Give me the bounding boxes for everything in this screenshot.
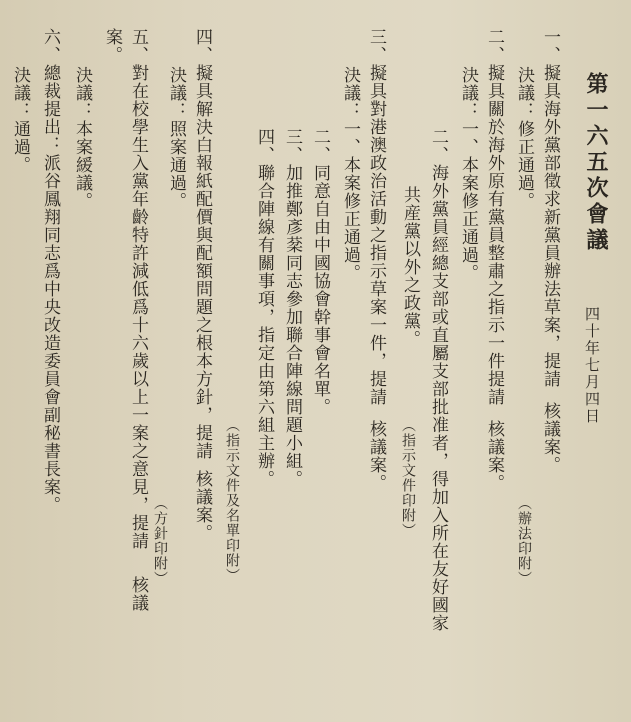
item-3-note: （指示文件及名單印附） — [224, 418, 240, 583]
item-4-verb: 核議案。 — [192, 470, 212, 542]
item-2-note: （指示文件印附） — [400, 418, 416, 538]
item-3-text: 三、擬具對港澳政治活動之指示草案一件，提請 — [366, 28, 386, 406]
item-2-resolution-2-cont: 共産黨以外之政黨。 — [400, 186, 420, 348]
item-4-resolution: 決議：照案通過。 — [166, 66, 186, 210]
item-6-heading: 六、總裁提出：派谷鳳翔同志爲中央改造委員會副秘書長案。 — [40, 28, 60, 514]
item-3-resolution-4: 四、聯合陣線有關事項，指定由第六組主辦。 — [254, 128, 274, 488]
item-3-resolution-1: 決議：一、本案修正通過。 — [340, 66, 360, 282]
item-1-note: （辦法印附） — [516, 496, 532, 586]
item-4-heading — [192, 28, 212, 542]
item-2-resolution-2: 二、海外黨員經總支部或直屬支部批准者，得加入所在友好國家 — [428, 128, 448, 632]
item-2-verb: 核議案。 — [484, 420, 504, 492]
item-5-verb: 核議 — [128, 576, 148, 612]
item-1-text: 一、擬具海外黨部徵求新黨員辦法草案，提請 — [540, 28, 560, 388]
item-2-resolution-1: 決議：一、本案修正通過。 — [458, 66, 478, 282]
item-1-heading — [540, 28, 560, 474]
item-3-resolution-2: 二、同意自由中國協會幹事會名單。 — [310, 128, 330, 416]
meeting-date: 四十年七月四日 — [583, 306, 601, 425]
item-6-resolution: 決議：通過。 — [10, 66, 30, 174]
item-4-text: 四、擬具解決白報紙配價與配額問題之根本方針，提請 — [192, 28, 212, 460]
item-5-resolution: 決議：本案緩議。 — [72, 66, 92, 210]
item-1-resolution: 決議：修正通過。 — [514, 66, 534, 210]
item-4-note: （方針印附） — [152, 496, 168, 586]
item-5-heading — [128, 28, 148, 612]
item-1-verb: 核議案。 — [540, 402, 560, 474]
item-3-verb: 核議案。 — [366, 420, 386, 492]
item-2-heading — [484, 28, 504, 492]
item-5-continuation: 案。 — [102, 28, 122, 64]
meeting-title: 第一六五次會議 — [583, 72, 609, 254]
item-3-resolution-3: 三、加推鄭彥棻同志參加聯合陣線問題小組。 — [282, 128, 302, 488]
item-2-text: 二、擬具關於海外原有黨員整肅之指示一件提請 — [484, 28, 504, 406]
item-3-heading — [366, 28, 386, 492]
item-5-text: 五、對在校學生入黨年齡特許減低爲十六歲以上一案之意見，提請 — [128, 28, 148, 550]
